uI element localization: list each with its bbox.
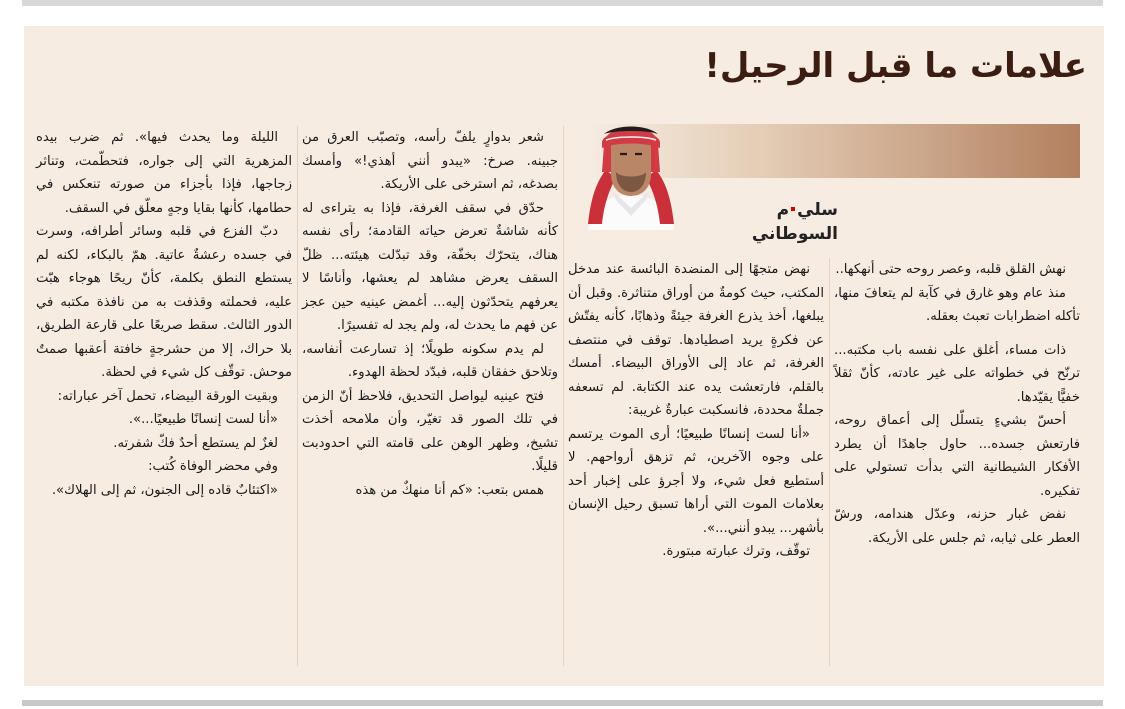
author-photo bbox=[566, 112, 696, 230]
paragraph: «اكتئابٌ قاده إلى الجنون، ثم إلى الهلاك». bbox=[51, 482, 278, 498]
byline-dot bbox=[791, 207, 795, 211]
paragraph: منذ عام وهو غارق في كآبة لم يتعافَ منها، تأكله اضطرابات تعبث بعقله. bbox=[834, 285, 1080, 324]
paragraph: دبّ الفزع في قلبه وسائر أطرافه، وسرت في جسده رعشةٌ عاتية. همّ بالبكاء، لكنه لم يستطع النطق بكلمة، كأنّ ريحًا هوجاء هبّت عليه، فحملته وقذفت به من نافذة مكتبه في الدور الثالث. سقط صريعًا على قارعة الطريق، بلا حراك، إلا من حشرجةٍ خافتة أعقبها صمتٌ موحش. توقّف كل شيء في لحظة. bbox=[36, 224, 292, 380]
article-column-1 bbox=[834, 258, 1080, 550]
column-divider bbox=[829, 258, 830, 666]
column-divider bbox=[297, 126, 298, 666]
paragraph: «أنا لست إنسانًا طبيعيًا...». bbox=[128, 412, 278, 427]
article-headline: علامات ما قبل الرحيل! bbox=[704, 46, 1087, 86]
paragraph: لم يدم سكونه طويلًا؛ إذ تسارعت أنفاسه، وتلاحق خفقان قلبه، فبدّد لحظة الهدوء. bbox=[302, 341, 558, 380]
author-byline bbox=[696, 198, 838, 246]
author-name-part2: م السوطاني bbox=[751, 200, 838, 244]
paragraph: الليلة وما يحدث فيها». ثم ضرب بيده المزهرية التي إلى جواره، فتحطّمت، وتناثر زجاجها، فإذا بأجزاء من صورته تنعكس في حطامها، كأنها بقايا وجهٍ معلّق في السقف. bbox=[36, 130, 292, 216]
paragraph: وبقيت الورقة البيضاء، تحمل آخر عباراته: bbox=[57, 388, 278, 404]
paragraph: حدّق في سقف الغرفة، فإذا به يتراءى له كأنه شاشةٌ تعرض حياته القادمة؛ رأى نفسه هناك، يتحرّك بخفّة، وقد تبدّلت هيئته... ظلّ السقف يعرض مشاهد لم يعشها، وأناسًا لا يعرفهم يتحدّثون إليه... أغمض عينيه حين عجز عن فهم ما يحدث له، ولم يجد له تفسيرًا. bbox=[302, 200, 558, 333]
paragraph: توقّف، وترك عبارته مبتورة. bbox=[662, 544, 810, 559]
column-divider bbox=[563, 126, 564, 666]
article-column-3 bbox=[302, 126, 558, 502]
paragraph: «أنا لست إنسانًا طبيعيًا؛ أرى الموت يرتسم على وجوه الآخرين، ثم تزهق أرواحهم. لا أستطيع فعل شيء، ولا أجرؤ على إخبار أحد بعلامات الموت التي أراها تسبق رحيل الإنسان بأشهر... يبدو أنني...». bbox=[568, 426, 824, 536]
paragraph: وفي محضر الوفاة كُتب: bbox=[148, 459, 278, 474]
article-column-2 bbox=[568, 258, 824, 564]
paragraph: فتح عينيه ليواصل التحديق، فلاحظ أنّ الزمن في تلك الصور قد تغيّر، وأن ملامحه أخذت تشيخ، وظهر الوهن على قامته التي احدودبت قليلًا. bbox=[302, 388, 558, 474]
top-rule bbox=[22, 0, 1103, 6]
paragraph: شعر بدوارٍ يلفّ رأسه، وتصبّب العرق من جبينه. صرخ: «يبدو أنني أهذي!» وأمسك بصدغه، ثم استرخى على الأريكة. bbox=[302, 130, 558, 192]
paragraph: همس بتعب: «كم أنا منهكٌ من هذه bbox=[355, 482, 544, 498]
paragraph: نهض متجهًا إلى المنضدة البائسة عند مدخل المكتب، حيث كومةٌ من أوراق متناثرة. وقبل أن يبلغها، أخذ يذرع الغرفة جيئةً وذهابًا، كأنه يفتّش عن فكرةٍ يريد اصطيادها. توقف في منتصف الغرفة، ثم عاد إلى الأوراق البيضاء. أمسك بالقلم، فارتعشت يده عند الكتابة. لم تسعفه جملةٌ محددة، فانسكبت عبارةٌ غريبة: bbox=[568, 262, 824, 418]
article-column-4 bbox=[36, 126, 292, 502]
paragraph: ذات مساء، أغلق على نفسه باب مكتبه... ترنّح في خطواته على غير عادته، كأنّ ثقلاً خفيًّا يقيّدها. bbox=[834, 342, 1080, 405]
paragraph: نفض غبار حزنه، وعدّل هندامه، ورشّ العطر على ثيابه، ثم جلس على الأريكة. bbox=[834, 507, 1080, 546]
paragraph: لغزٌ لم يستطع أحدٌ فكّ شفرته. bbox=[113, 435, 278, 451]
paragraph: أحسّ بشيءٍ يتسلّل إلى أعماق روحه، فارتعش جسده... حاول جاهدًا أن يطرد الأفكار الشيطانية التي بدأت تستولي على تفكيره. bbox=[834, 413, 1080, 499]
paragraph: نهش القلق قلبه، وعصر روحه حتى أنهكها.. bbox=[835, 262, 1066, 277]
author-name-part1: سلي bbox=[797, 200, 838, 220]
bottom-rule bbox=[22, 700, 1103, 706]
